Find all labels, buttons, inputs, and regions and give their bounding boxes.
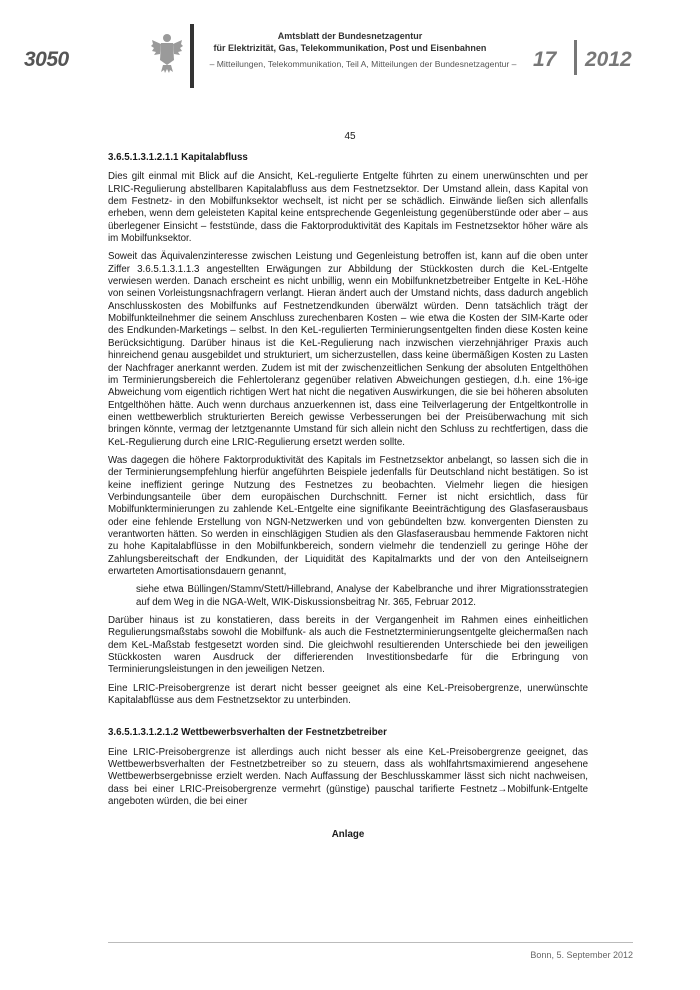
gazette-title-line1: Amtsblatt der Bundesnetzagentur [277, 31, 423, 41]
footer-date: Bonn, 5. September 2012 [530, 950, 633, 960]
gazette-subtitle: – Mitteilungen, Telekommunikation, Teil A, Mitteilungen der Bundesnetzagentur – [209, 59, 517, 69]
header-divider [190, 24, 194, 88]
paragraph: Soweit das Äquivalenzinteresse zwischen Leistung und Gegenleistung betroffen ist, kann auf die oben unter Ziffer 3.6.5.1.3.1.1.3 angestellten Erwägungen zur Abbildung der Stückkosten durch die KeL-Entgelte verwiesen werden. Danach erscheint es nicht unbillig, wenn ein Mobilfunknetzbetreiber Entgelte in KeL-Höhe von seinen Vorleistungsnachfragern verlangt. Hieran ändert auch der Umstand nichts, dass dadurch angeblich Anschlusskosten des Mobilfunks auf Festnetzendkunden überwälzt würden. Denn tatsächlich trägt der Mobilfunkteilnehmer die seinem Anschluss zurechenbaren Kosten – wie etwa die Kosten der SIM-Karte oder des Endkunden-Marketings – selbst. In den KeL-regulierten Terminierungsentgelten finden diese Kosten keine Berücksichtigung. Darüber hinaus ist die KeL-Regulierung nach inzwischen vierzehnjähriger Praxis auch hinreichend genau ausgebildet und strukturiert, um sicherzustellen, dass keine übermäßigen Kosten zu Lasten der Nachfrager anerkannt werden. Zudem ist mit der zwischenzeitlichen Senkung der absoluten Entgelthöhen im Terminierungsbereich die Fehlertoleranz gegenüber relativen Abweichungen gestiegen, d.h. eine 1%-ige Abweichung vom eigentlich richtigen Wert hat nicht die negativen Auswirkungen, die sie bei höheren absoluten Entgelthöhen hätte. Auch wenn durchaus anzuerkennen ist, dass eine Teilverlagerung der Entgeltkontrolle in einen wettbewerblich strukturierten Bereich gewisse Verbesserungen bei der Preisüberwachung mit sich bringen könnte, vermag der letztgenannte Umstand für sich allein nicht den Schluss zu rechtfertigen, dass die KeL-Regulierung durch eine LRIC-Regulierung ersetzt werden sollte. [108, 251, 588, 448]
footer-divider [108, 942, 633, 943]
federal-eagle-icon [150, 30, 184, 74]
section-heading-wettbewerbsverhalten: 3.6.5.1.3.1.2.1.2 Wettbewerbsverhalten der Festnetzbetreiber [108, 727, 387, 739]
issue-divider [574, 40, 577, 75]
page-number: 3050 [24, 48, 69, 71]
section-heading-kapitalabfluss: 3.6.5.1.3.1.2.1.1 Kapitalabfluss [108, 152, 248, 163]
document-body [108, 152, 588, 847]
paragraph: Dies gilt einmal mit Blick auf die Ansicht, KeL-regulierte Entgelte führten zu einem unerwünschten und per LRIC-Regulierung abstellbaren Kapitalabfluss aus dem Festnetzsektor. Der Umstand allein, dass Kapital von dem Festnetz- in den Mobilfunksektor wechselt, ist nicht per se schädlich. Einwände ließen sich allenfalls erheben, wenn dem geleisteten Kapital keine entsprechende Gegenleistung gegenüberstünde oder aber – aus überlegener Einsicht – feststünde, dass die Faktorproduktivität des Kapitals im Festnetzsektor höher wäre als im Mobilfunksektor. [108, 171, 588, 245]
annex-label: Anlage [331, 828, 365, 840]
paragraph: Was dagegen die höhere Faktorproduktivität des Kapitals im Festnetzsektor anbelangt, so lassen sich die in der Terminierungsempfehlung hierfür angeführten Beispiele jedenfalls für Deutschland nicht bestätigen. So ist keine ineffizient geringe Nutzung des Festnetzes zu beobachten. Vielmehr liegen die hiesigen Verbindungsanteile über dem europäischen Durchschnitt. Ferner ist nicht ersichtlich, dass für Mobilfunkterminierungen zu zahlende KeL-Entgelte eine signifikante Beeinträchtigung des Glasfaserausbaus oder eine fehlende Erstellung von NGN-Netzwerken und von gebündelten bzw. konvergenten Diensten zu verantworten hätten. So werden in einschlägigen Studien als den Glasfaserausbau hemmende Faktoren nicht zu hohe Kapitalabflüsse in den Mobilfunkbereich, sondern vielmehr die tendenziell zu geringe Höhe der Zahlungsbereitschaft der Endkunden, der Liquidität des Kapitalmarkts und der von den Anteilseignern erwarteten Amortisationsdauern genannt, [108, 454, 588, 577]
paragraph: Eine LRIC-Preisobergrenze ist derart nicht besser geeignet als eine KeL-Preisobergrenze, unerwünschte Kapitalabflüsse aus dem Festnetzsektor zu unterbinden. [108, 682, 588, 707]
gazette-title-line2: für Elektrizität, Gas, Telekommunikation, Post und Eisenbahnen [213, 42, 487, 53]
paragraph: Darüber hinaus ist zu konstatieren, dass bereits in der Vergangenheit im Rahmen eines einheitlichen Regulierungsmaßstabs sowohl die Mobilfunk- als auch die Festnetzterminierungsentgelte gleichermaßen nach dem KeL-Maßstab festgesetzt worden sind. Die gleichwohl resultierenden Unterschiede bei den jeweiligen Stückkosten waren Ausdruck der differierenden Investitionsbedarfe für die Erbringung von Terminierungsleistungen in den jeweiligen Netzen. [108, 615, 588, 676]
inner-page-number: 45 [344, 131, 356, 142]
issue-number: 17 [533, 48, 557, 71]
paragraph: Eine LRIC-Preisobergrenze ist allerdings auch nicht besser als eine KeL-Preisobergrenze geeignet, das Wettbewerbsverhalten der Festnetzbetreiber so zu steuern, dass als wohlfahrtsmaximierend angesehene Wettbewerbsergebnisse erzielt werden. Nach Auffassung der Beschlusskammer lässt sich nicht nachweisen, dass bei einer LRIC-Preisobergrenze vermehrt (günstige) pauschal tarifierte Festnetz→Mobilfunk-Entgelte angeboten würden, die bei einer [108, 746, 588, 808]
issue-year: 2012 [585, 48, 632, 71]
citation-quote: siehe etwa Büllingen/Stamm/Stett/Hillebrand, Analyse der Kabelbranche und ihrer Migrationsstrategien auf dem Weg in die NGA-Welt, WIK-Diskussionsbeitrag Nr. 365, Februar 2012. [136, 584, 588, 608]
gazette-title [200, 31, 500, 54]
